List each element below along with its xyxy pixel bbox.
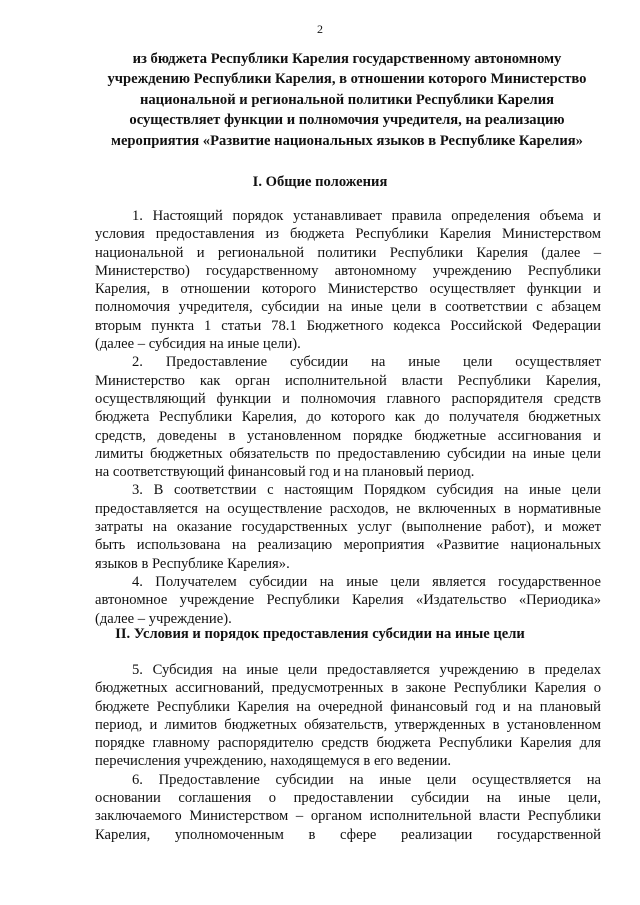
text-line: 6. Предоставление субсидии на иные цели осуществляется на (132, 771, 601, 788)
text-line: лимиты бюджетных обязательств по предоставлению субсидии на иные цели (95, 445, 601, 462)
title-line: национальной и региональной политики Республики Карелия (139, 91, 555, 108)
title-line: мероприятия «Развитие национальных языков в Республике Карелия» (111, 132, 583, 149)
section-2-heading: II. Условия и порядок предоставления субсидии на иные цели (115, 626, 525, 642)
text-line: порядке главному распорядителю средств бюджета Республики Карелия для (95, 735, 601, 752)
text-line: языков в Республике Карелия». (95, 555, 290, 572)
section-1-heading: I. Общие положения (252, 174, 388, 190)
text-line: национальной и региональной политики Республики Карелия (далее – (95, 244, 601, 261)
text-line: быть использована на реализацию мероприятия «Развитие национальных (95, 537, 601, 554)
document-title (92, 49, 602, 151)
text-line: заключаемого Министерством – органом исполнительной власти Республики (95, 808, 601, 825)
text-line: затраты на оказание государственных услуг (выполнение работ), и может (95, 519, 601, 536)
paragraph-3 (95, 481, 601, 572)
text-line: (далее – учреждение). (95, 610, 232, 627)
page-number: 2 (317, 22, 323, 36)
text-line: 3. В соответствии с настоящим Порядком субсидия на иные цели (132, 482, 601, 499)
text-line: вторым пункта 1 статьи 78.1 Бюджетного кодекса Российской Федерации (95, 317, 601, 334)
text-line: осуществляющий функции и полномочия главного распорядителя средств (95, 390, 601, 407)
text-line: бюджета Республики Карелия, до которого как до получателя бюджетных (95, 409, 601, 426)
text-line: период, и лимитов бюджетных обязательств, утвержденных в установленном (95, 716, 601, 733)
text-line: условия предоставления из бюджета Республики Карелия Министерством (95, 226, 601, 243)
text-line: бюджете Республики Карелия на очередной финансовый год и на плановый (95, 698, 601, 715)
paragraph-5 (95, 661, 601, 771)
text-line: Карелия, в отношении которого Министерство осуществляет функции и (95, 281, 601, 298)
text-line: Карелия, уполномоченным в сфере реализации государственной (95, 826, 601, 843)
paragraph-1 (95, 207, 601, 353)
text-line: (далее – субсидия на иные цели). (95, 336, 301, 353)
title-line: учреждению Республики Карелия, в отношении которого Министерство (107, 71, 587, 88)
title-line: из бюджета Республики Карелия государственному автономному (132, 51, 562, 67)
paragraph-2 (95, 353, 601, 481)
text-line: предоставляется на осуществление расходов, не включенных в нормативные (95, 500, 601, 517)
paragraph-6 (95, 771, 601, 844)
text-line: 5. Субсидия на иные цели предоставляется учреждению в пределах (132, 662, 601, 678)
text-line: 2. Предоставление субсидии на иные цели осуществляет (132, 354, 601, 371)
text-line: Министерство как орган исполнительной власти Республики Карелия, (95, 372, 601, 389)
text-line: на соответствующий финансовый год и на плановый период. (95, 464, 475, 481)
title-line: осуществляет функции и полномочия учредителя, на реализацию (129, 112, 565, 129)
text-line: основании соглашения о предоставлении субсидии на иные цели, (95, 790, 601, 807)
section-1-body (95, 207, 601, 628)
text-line: автономное учреждение Республики Карелия «Издательство «Периодика» (95, 592, 601, 609)
text-line: Министерство) государственному автономному учреждению Республики (95, 262, 601, 279)
text-line: перечисления учреждению, находящемуся в его ведении. (95, 753, 452, 770)
paragraph-4 (95, 573, 601, 628)
text-line: бюджетных ассигнований, предусмотренных в законе Республики Карелия о (95, 680, 601, 697)
section-2-body (95, 661, 601, 844)
text-line: 1. Настоящий порядок устанавливает правила определения объема и (132, 208, 601, 224)
text-line: полномочия учредителя, субсидии на иные цели в соответствии с абзацем (95, 299, 601, 316)
text-line: 4. Получателем субсидии на иные цели является государственное (132, 573, 601, 590)
text-line: средств, доведены в установленном порядке бюджетные ассигнования и (95, 427, 601, 444)
